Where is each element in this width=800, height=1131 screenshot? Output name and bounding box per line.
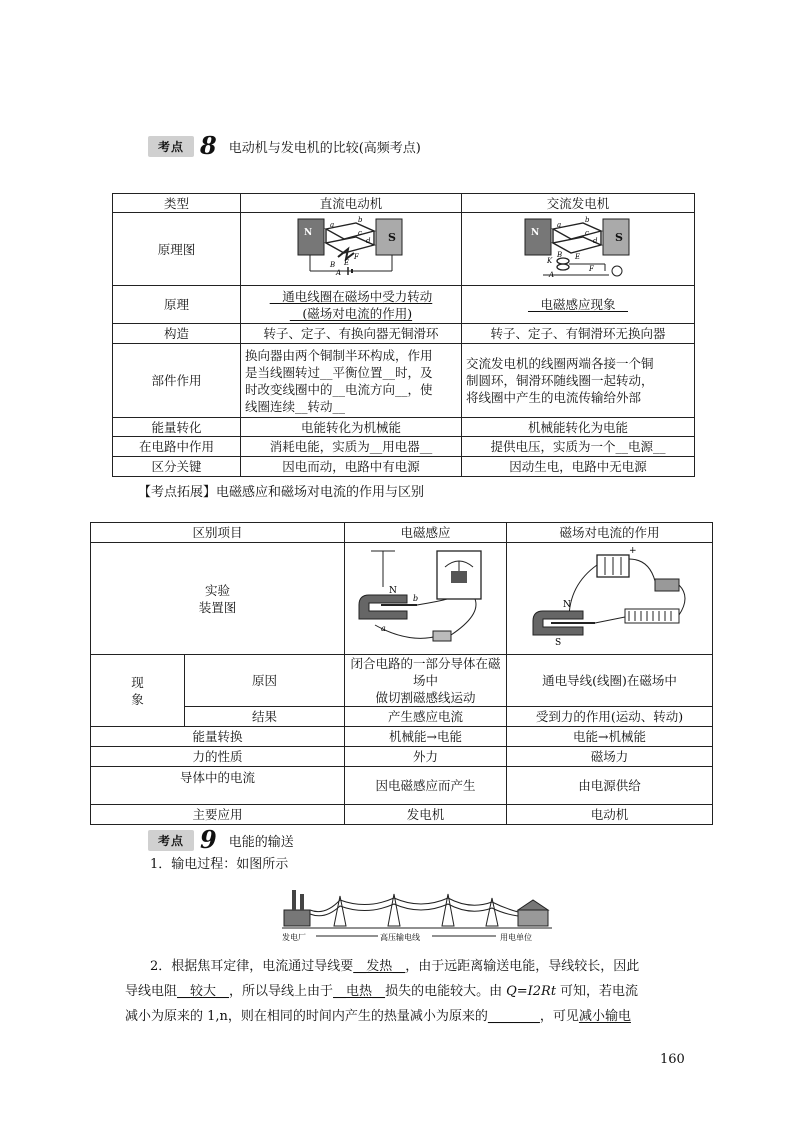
section-9-heading bbox=[148, 825, 294, 854]
answer-blank: __电热__ bbox=[333, 984, 386, 999]
section-badge: 考点 bbox=[148, 136, 194, 157]
table-row bbox=[91, 767, 713, 805]
table-cell: 发电机 bbox=[345, 805, 507, 825]
letter-label: c bbox=[358, 229, 362, 237]
row-label: 在电路中作用 bbox=[113, 437, 241, 457]
letter-label: b bbox=[585, 216, 590, 224]
table-row bbox=[113, 194, 695, 213]
plant-label: 发电厂 bbox=[282, 933, 306, 942]
cell-line: 装置图 bbox=[198, 599, 237, 615]
row-label: 原理 bbox=[113, 286, 241, 324]
user-label: 用电单位 bbox=[500, 933, 532, 942]
switch bbox=[655, 579, 679, 591]
cell-line: 是当线圈转过__平衡位置__时，及 bbox=[245, 364, 433, 380]
dc-motor-diagram bbox=[296, 213, 406, 281]
table-cell: 转子、定子、有铜滑环无换向器 bbox=[462, 324, 695, 344]
table-cell: 因电磁感应而产生 bbox=[345, 767, 507, 805]
letter-label: d bbox=[593, 237, 598, 245]
em-induction-comparison-table bbox=[90, 522, 713, 825]
text-run: 减小输电 bbox=[578, 1009, 631, 1024]
section-title: 电动机与发电机的比较(高频考点) bbox=[228, 140, 421, 156]
letter-label: d bbox=[366, 237, 371, 245]
text-run: 损失的电能较大。由 bbox=[385, 984, 503, 999]
letter-label: S bbox=[615, 231, 623, 244]
table-row bbox=[91, 707, 713, 727]
row-label: 能量转换 bbox=[91, 727, 345, 747]
table-row bbox=[91, 727, 713, 747]
table-cell: 外力 bbox=[345, 747, 507, 767]
table-cell bbox=[462, 344, 695, 418]
text-run: 可知，若电流 bbox=[560, 984, 639, 999]
user-building-icon bbox=[518, 910, 548, 926]
letter-label: b bbox=[358, 216, 363, 224]
cell-line: __(磁场对电流的作用) bbox=[289, 305, 413, 321]
row-label: 部件作用 bbox=[113, 344, 241, 418]
text-run: 导线电阻 bbox=[125, 984, 178, 999]
force-diagram-cell bbox=[507, 543, 713, 655]
extension-heading: 【考点拓展】电磁感应和磁场对电流的作用与区别 bbox=[138, 485, 425, 500]
cell-line: 实验 bbox=[205, 582, 231, 598]
pylon-icon bbox=[442, 894, 454, 926]
header-cell: 类型 bbox=[113, 194, 241, 213]
answer-blank: __较大__ bbox=[177, 984, 230, 999]
table-cell: 因电而动，电路中有电源 bbox=[241, 457, 462, 477]
letter-label: N bbox=[562, 599, 571, 610]
table-cell: 产生感应电流 bbox=[345, 707, 507, 727]
table-cell bbox=[241, 344, 462, 418]
letter-label: K bbox=[547, 257, 553, 265]
letter-label: E bbox=[344, 259, 350, 267]
table-row bbox=[113, 213, 695, 286]
letter-label: a bbox=[330, 221, 335, 229]
table-cell: 磁场力 bbox=[507, 747, 713, 767]
header-cell: 直流电动机 bbox=[241, 194, 462, 213]
table-cell: 电能转化为机械能 bbox=[241, 418, 462, 437]
letter-label: F bbox=[354, 253, 359, 261]
letter-label: a bbox=[557, 221, 562, 229]
motor-diagram-cell bbox=[241, 213, 462, 286]
motor-generator-table bbox=[112, 193, 695, 477]
cell-line: 时改变线圈中的__电流方向__，使 bbox=[245, 381, 433, 397]
formula: Q=I2Rt bbox=[506, 984, 557, 999]
table-cell: 机械能转化为电能 bbox=[462, 418, 695, 437]
table-row bbox=[113, 286, 695, 324]
section-badge: 考点 bbox=[148, 830, 194, 851]
meter-icon bbox=[612, 266, 622, 276]
section-number: 8 bbox=[200, 131, 217, 160]
letter-label: + bbox=[628, 545, 637, 556]
table-cell: 消耗电能，实质为__用电器__ bbox=[241, 437, 462, 457]
row-label: 构造 bbox=[113, 324, 241, 344]
text-run: 减小为原来的 1,n，则在相同的时间内产生的热量减小为原来的 bbox=[125, 1009, 488, 1024]
row-label: 导体中的电流 bbox=[91, 767, 345, 805]
table-cell: 受到力的作用(运动、转动) bbox=[507, 707, 713, 727]
cell-line: 换向器由两个铜制半环构成，作用 bbox=[245, 347, 433, 363]
letter-label: E bbox=[575, 253, 581, 261]
cell-line: 做切割磁感线运动 bbox=[375, 690, 476, 705]
table-row bbox=[91, 655, 713, 707]
paragraph-2-line-1 bbox=[150, 954, 639, 979]
table-row bbox=[113, 324, 695, 344]
header-cell: 磁场对电流的作用 bbox=[507, 523, 713, 543]
power-transmission-diagram bbox=[282, 884, 552, 942]
letter-label: B bbox=[557, 251, 563, 259]
table-cell: 提供电压，实质为一个__电源__ bbox=[462, 437, 695, 457]
cell-line: 制圆环，铜滑环随线圈一起转动， bbox=[466, 373, 654, 388]
text-run: 2．根据焦耳定律，电流通过导线要 bbox=[150, 959, 354, 974]
letter-label: B bbox=[330, 261, 336, 269]
row-label: 原因 bbox=[185, 655, 345, 707]
letter-label: N bbox=[388, 585, 397, 596]
line-label: 高压输电线 bbox=[380, 933, 420, 942]
row-label: 主要应用 bbox=[91, 805, 345, 825]
power-plant-icon bbox=[284, 910, 310, 926]
table-row bbox=[91, 747, 713, 767]
table-row bbox=[91, 523, 713, 543]
cell-line: 象 bbox=[131, 691, 144, 707]
letter-label: b bbox=[412, 593, 418, 603]
row-label: 区分关键 bbox=[113, 457, 241, 477]
letter-label: F bbox=[589, 265, 594, 273]
row-label: 能量转化 bbox=[113, 418, 241, 437]
generator-diagram-cell bbox=[462, 213, 695, 286]
page-number: 160 bbox=[660, 1052, 685, 1067]
cell-line: 闭合电路的一部分导体在磁场中 bbox=[350, 656, 501, 688]
table-cell: 由电源供给 bbox=[507, 767, 713, 805]
paragraph-2-line-3 bbox=[125, 1004, 631, 1029]
cell-line: __通电线圈在磁场中受力转动 bbox=[269, 288, 433, 304]
slip-ring bbox=[557, 264, 569, 270]
letter-label: A bbox=[549, 271, 555, 279]
table-row bbox=[113, 344, 695, 418]
header-cell: 区别项目 bbox=[91, 523, 345, 543]
letter-label: a bbox=[380, 623, 386, 633]
row-label bbox=[91, 543, 345, 655]
row-label: 力的性质 bbox=[91, 747, 345, 767]
section-number: 9 bbox=[200, 825, 217, 854]
row-label: 结果 bbox=[185, 707, 345, 727]
letter-label: A bbox=[336, 269, 342, 277]
table-row bbox=[91, 543, 713, 655]
pylon-icon bbox=[388, 894, 400, 926]
table-cell: 因动生电，电路中无电源 bbox=[462, 457, 695, 477]
table-cell bbox=[241, 286, 462, 324]
cell-line: 线圈连续__转动__ bbox=[245, 398, 346, 414]
table-cell: 电动机 bbox=[507, 805, 713, 825]
cell-line: 将线圈中产生的电流传输给外部 bbox=[466, 390, 642, 405]
ac-generator-diagram bbox=[523, 213, 633, 281]
table-row bbox=[113, 437, 695, 457]
section-8-heading bbox=[148, 131, 421, 160]
table-cell: 通电导线(线圈)在磁场中 bbox=[507, 655, 713, 707]
cell-line: 现 bbox=[131, 674, 144, 690]
paragraph-2-line-2 bbox=[125, 979, 638, 1004]
row-label: 原理图 bbox=[113, 213, 241, 286]
table-cell: 转子、定子、有换向器无铜滑环 bbox=[241, 324, 462, 344]
em-induction-diagram bbox=[351, 545, 501, 649]
header-cell: 电磁感应 bbox=[345, 523, 507, 543]
answer-blank: ________ bbox=[487, 1009, 540, 1024]
section-title: 电能的输送 bbox=[228, 834, 294, 850]
em-diagram-cell bbox=[345, 543, 507, 655]
transmission-line bbox=[310, 904, 518, 916]
switch bbox=[433, 631, 451, 641]
table-cell: __电磁感应现象__ bbox=[462, 286, 695, 324]
text-run: ，由于远距离输送电能，导线较长，因此 bbox=[405, 959, 640, 974]
text-run: ，所以导线上由于 bbox=[229, 984, 334, 999]
letter-label: c bbox=[585, 229, 589, 237]
answer-blank: __发热__ bbox=[353, 959, 406, 974]
letter-label: N bbox=[531, 228, 540, 238]
table-cell: 机械能→电能 bbox=[345, 727, 507, 747]
table-row bbox=[113, 457, 695, 477]
letter-label: S bbox=[554, 637, 561, 648]
text-run: ，可见 bbox=[539, 1009, 579, 1024]
header-cell: 交流发电机 bbox=[462, 194, 695, 213]
magnetic-force-diagram bbox=[525, 545, 695, 649]
letter-label: S bbox=[388, 231, 396, 244]
table-row bbox=[91, 805, 713, 825]
table-row bbox=[113, 418, 695, 437]
item-1: 1．输电过程：如图所示 bbox=[150, 857, 289, 872]
phenomenon-label bbox=[91, 655, 185, 727]
table-cell: 电能→机械能 bbox=[507, 727, 713, 747]
table-cell bbox=[345, 655, 507, 707]
u-magnet bbox=[359, 595, 407, 619]
letter-label: N bbox=[304, 228, 313, 238]
cell-line: 交流发电机的线圈两端各接一个铜 bbox=[466, 356, 654, 371]
